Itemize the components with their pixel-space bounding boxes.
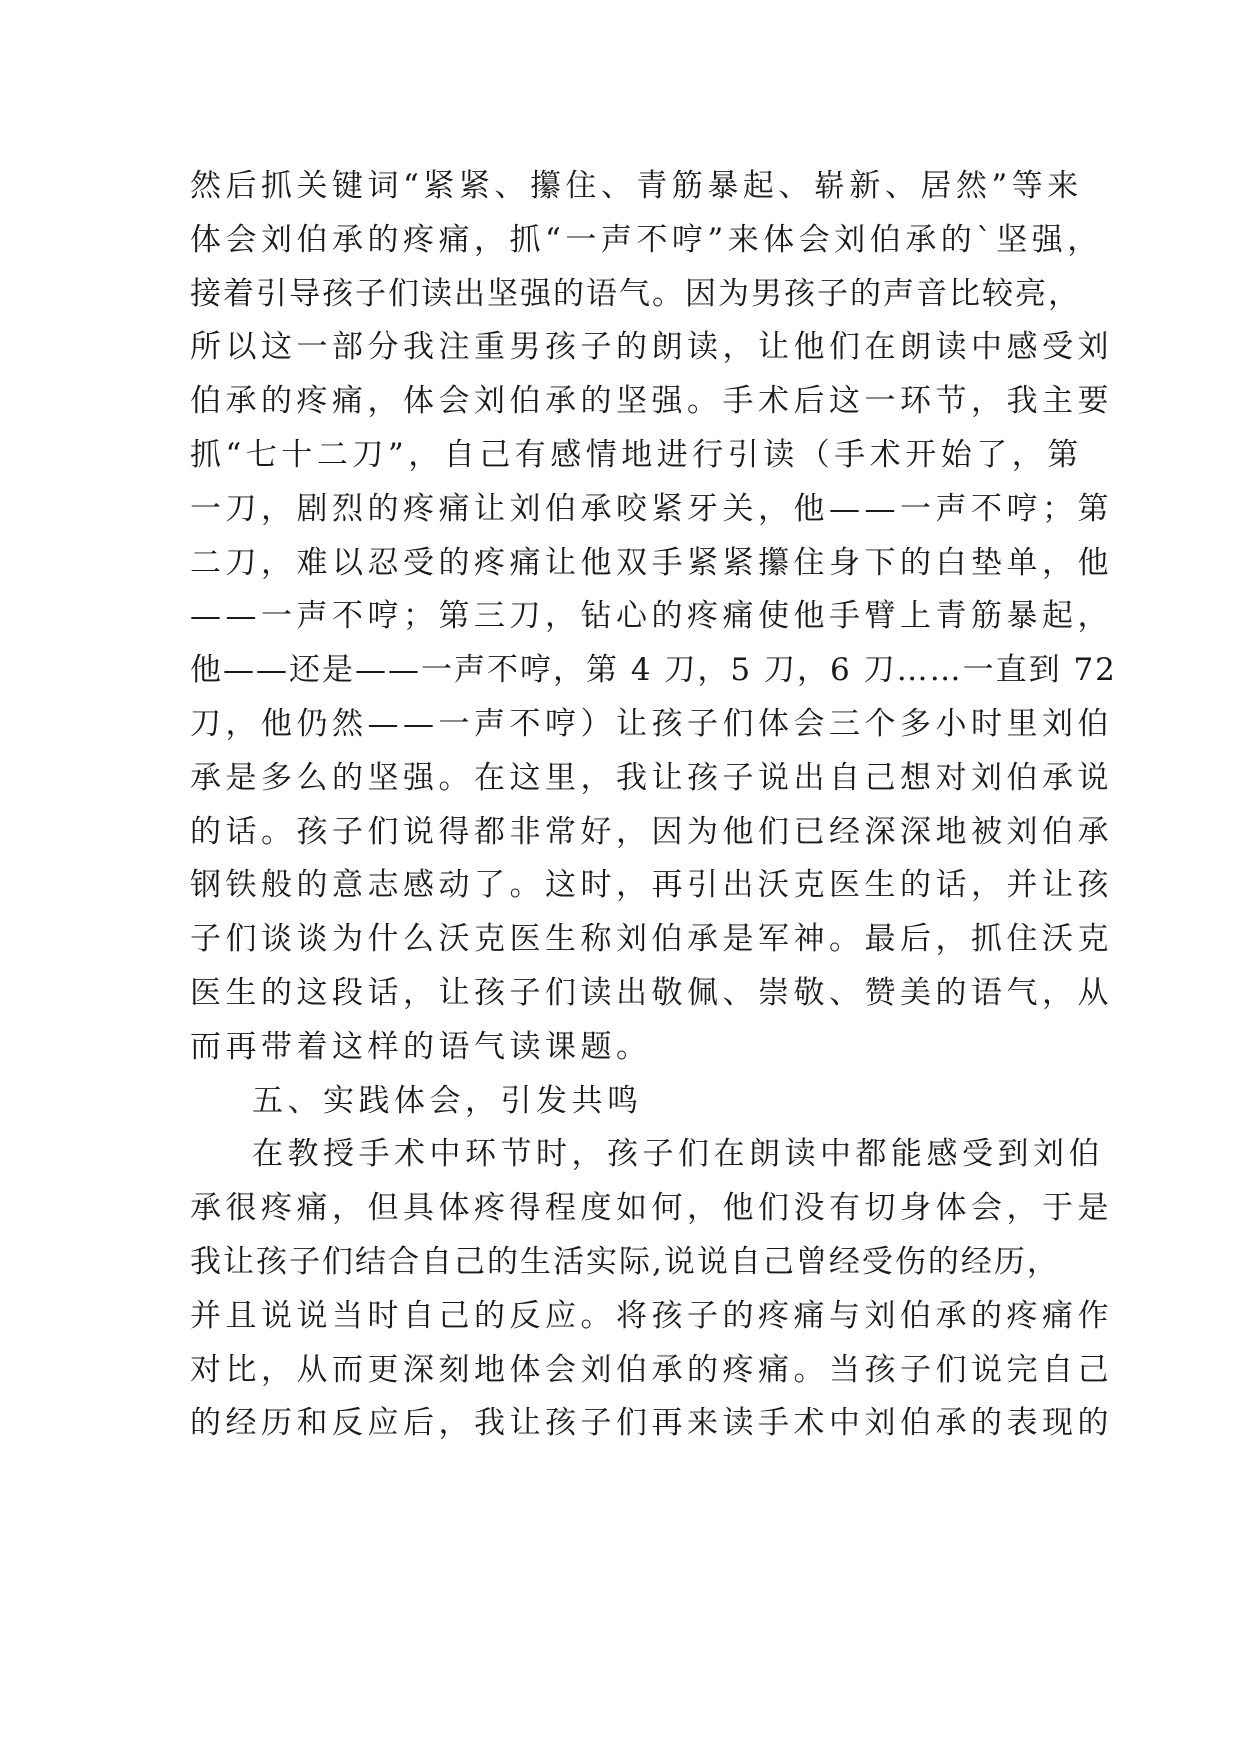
text-line: 一刀，剧烈的疼痛让刘伯承咬紧牙关，他——一声不哼；第 xyxy=(190,490,1113,527)
text-line: 所以这一部分我注重男孩子的朗读，让他们在朗读中感受刘 xyxy=(190,329,1113,366)
text-line: 体会刘伯承的疼痛，抓“一声不哼”来体会刘伯承的`坚强， xyxy=(190,221,1103,258)
text-line: 伯承的疼痛，体会刘伯承的坚强。手术后这一环节，我主要 xyxy=(190,383,1113,420)
text-line: 子们谈谈为什么沃克医生称刘伯承是军神。最后，抓住沃克 xyxy=(190,921,1113,958)
text-line: 承很疼痛，但具体疼得程度如何，他们没有切身体会，于是 xyxy=(190,1190,1113,1227)
text-line: 对比，从而更深刻地体会刘伯承的疼痛。当孩子们说完自己 xyxy=(190,1351,1113,1388)
text-line: 而再带着这样的语气读课题。 xyxy=(190,1028,652,1065)
text-line: 并且说说当时自己的反应。将孩子的疼痛与刘伯承的疼痛作 xyxy=(190,1297,1113,1334)
text-line: 二刀，难以忍受的疼痛让他双手紧紧攥住身下的白垫单，他 xyxy=(190,544,1113,581)
text-line: 的话。孩子们说得都非常好，因为他们已经深深地被刘伯承 xyxy=(190,813,1113,850)
text-line: 刀，他仍然——一声不哼）让孩子们体会三个多小时里刘伯 xyxy=(190,705,1113,742)
text-line: 抓“七十二刀”，自己有感情地进行引读（手术开始了，第 xyxy=(190,436,1083,473)
text-line: 然后抓关键词“紧紧、攥住、青筋暴起、崭新、居然”等来 xyxy=(190,168,1083,204)
document-body xyxy=(190,160,1117,1451)
text-line: 钢铁般的意志感动了。这时，再引出沃克医生的话，并让孩 xyxy=(190,867,1113,904)
text-line: 在教授手术中环节时，孩子们在朗读中都能感受到刘伯 xyxy=(252,1136,1104,1173)
text-line: 承是多么的坚强。在这里，我让孩子说出自己想对刘伯承说 xyxy=(190,759,1113,796)
text-line: 接着引导孩子们读出坚强的语气。因为男孩子的声音比较亮， xyxy=(190,275,1081,312)
text-line: 医生的这段话，让孩子们读出敬佩、崇敬、赞美的语气，从 xyxy=(190,974,1113,1011)
section-heading: 五、实践体会，引发共鸣 xyxy=(252,1082,643,1119)
text-line: ——一声不哼；第三刀，钻心的疼痛使他手臂上青筋暴起， xyxy=(190,598,1113,635)
text-line: 他——还是——一声不哼，第 4 刀，5 刀，6 刀……一直到 72 xyxy=(190,652,1117,689)
text-line: 的经历和反应后，我让孩子们再来读手术中刘伯承的表现的 xyxy=(190,1405,1113,1442)
text-line: 我让孩子们结合自己的生活实际,说说自己曾经受伤的经历， xyxy=(190,1243,1060,1280)
